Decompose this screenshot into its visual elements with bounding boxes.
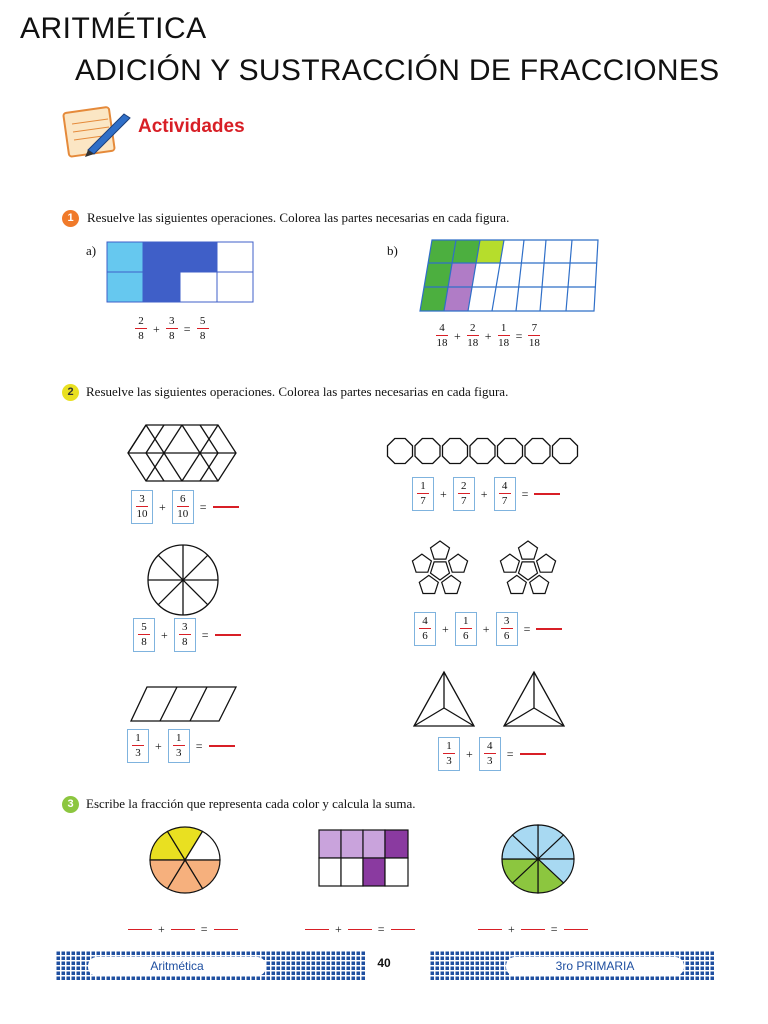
octagon-shape	[498, 439, 523, 464]
rectangle-purple-grid-figure	[318, 829, 410, 887]
pentagon-shape	[449, 554, 468, 572]
page-subtitle: ADICIÓN Y SUSTRACCIÓN DE FRACCIONES	[75, 54, 720, 87]
hexagon-triangles-figure	[126, 423, 238, 483]
question-number-1: 1	[62, 210, 79, 227]
part-b-label: b)	[387, 243, 398, 258]
pentagon-shape	[530, 575, 549, 593]
answer-blank[interactable]	[213, 506, 239, 508]
rectangle-eighths-figure	[106, 241, 254, 303]
answer-blank[interactable]	[520, 753, 546, 755]
octagon-shape	[470, 439, 495, 464]
page-title: ARITMÉTICA	[20, 12, 207, 45]
question-3-text: Escribe la fracción que representa cada color y calcula la suma.	[86, 796, 416, 811]
pentagon-shape	[419, 575, 438, 593]
pentagon-shape	[519, 541, 538, 559]
equation-2-4: 4 6 + 1 6 + 3 6 =	[414, 612, 562, 646]
octagon-shape	[553, 439, 578, 464]
section-title: Actividades	[138, 116, 245, 137]
octagon-chain-figure	[384, 434, 584, 470]
page-number: 40	[377, 956, 391, 970]
part-a-label: a)	[86, 243, 97, 258]
pentagon-flowers-figure	[404, 536, 576, 606]
equation-2-6: 1 3 + 4 3 =	[438, 737, 546, 771]
octagon-shape	[415, 439, 440, 464]
pentagon-shape	[442, 575, 461, 593]
question-number-2: 2	[62, 384, 79, 401]
answer-line-3-1: + =	[128, 922, 238, 937]
parallelogram-thirds-figure	[129, 685, 239, 723]
circle-sixths-yellow-peach-figure	[148, 825, 222, 895]
pentagon-shape	[431, 541, 450, 559]
footer-subject: Aritmética	[88, 957, 266, 976]
equation-2-1: 3 10 + 6 10 =	[131, 490, 239, 524]
pentagon-shape	[519, 562, 538, 580]
equation-2-3: 5 8 + 3 8 =	[133, 618, 241, 652]
pentagon-shape	[431, 562, 450, 580]
equation-a: 2 8 + 3 8 = 5 8	[135, 315, 209, 343]
circle-eighths-figure	[146, 543, 220, 617]
answer-line-3-3: + =	[478, 922, 588, 937]
parallelogram-grid-figure	[416, 239, 600, 313]
question-number-3: 3	[62, 796, 79, 813]
pentagon-shape	[507, 575, 526, 593]
octagon-shape	[388, 439, 413, 464]
circle-eighths-green-blue-figure	[500, 823, 576, 895]
footer-grade: 3ro PRIMARIA	[506, 957, 684, 976]
answer-blank[interactable]	[215, 634, 241, 636]
equation-b: 4 18 + 2 18 + 1 18 = 7 18	[436, 322, 540, 349]
answer-blank[interactable]	[536, 628, 562, 630]
triangles-thirds-figure	[412, 670, 580, 728]
answer-line-3-2: + =	[305, 922, 415, 937]
octagon-shape	[443, 439, 468, 464]
pentagon-shape	[500, 554, 519, 572]
question-1-text: Resuelve las siguientes operaciones. Colorea las partes necesarias en cada figura.	[87, 210, 510, 225]
pentagon-shape	[412, 554, 431, 572]
answer-blank[interactable]	[209, 745, 235, 747]
octagon-shape	[525, 439, 550, 464]
equation-2-5: 1 3 + 1 3 =	[127, 729, 235, 763]
pentagon-shape	[537, 554, 556, 572]
notebook-pen-icon	[58, 100, 134, 158]
question-2-text: Resuelve las siguientes operaciones. Colorea las partes necesarias en cada figura.	[86, 384, 509, 399]
equation-2-2: 1 7 + 2 7 + 4 7 =	[412, 477, 560, 511]
answer-blank[interactable]	[534, 493, 560, 495]
